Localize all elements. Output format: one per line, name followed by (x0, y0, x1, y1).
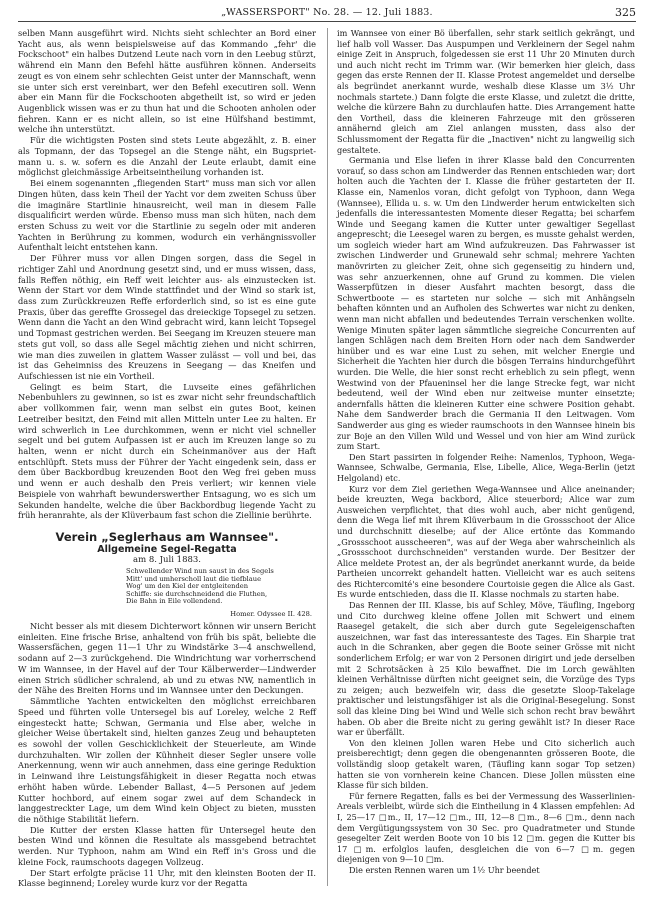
epigraph-line: Schiffe: sie durchschneidend die Fluthen, (126, 589, 268, 598)
right-column (337, 28, 635, 876)
epigraph-line: Schwellender Wind nun saust in des Segels (126, 567, 274, 576)
paragraph: Bei einem sogenannten „fliegenden Start" muss man sich vor allen Dingen hüten, dass kein Theil der Yacht vor dem zweiten Schuss über die imaginäre Startlinie hinausreicht, weil man in diesem Falle disqualificirt werden würde. Ebenso muss man sich hüten, nach dem ersten Schuss zu weit vor die Startlinie zu segeln oder mit anderen Yachten in Berührung zu kommen, wodurch ein verhängnissvoller Aufenthalt leicht entstehen kann. (18, 178, 316, 253)
paragraph: Sämmtliche Yachten entwickelten den möglichst erreichbaren Speed und führten volle Untersegel bis auf Loreley, welche 2 Reff eingesteckt hatte; Schwan, Germania und Else aber, welche in gleicher Weise übertakelt sind, hielten ganzes Zeug und behaupteten es sowohl der vollen Geschicklichkeit der Steuerleute, am Winde durchzuhalten. Wir zollen der Kühnheit dieser Segler unsere volle Anerkennung, wenn wir auch annehmen, dass eine geringe Reduktion in Leinwand ihre Leistungsfähigkeit in dieser Regatta noch etwas erhöht haben würde. Lebender Ballast, 4—5 Personen auf jedem Kutter hochbord, auf einem sogar zwei auf dem Schandeck in langgestreckter Lage, um dem Wind kein Object zu bieten, mussten die nöthige Stabilität liefern. (18, 696, 316, 824)
paragraph: Der Führer muss vor allen Dingen sorgen, dass die Segel in richtiger Zahl und Anordnung gesetzt sind, und er muss wissen, dass, falls Reffen nöthig, ein Reff weit leichter aus- als einzustecken ist. Wenn der Start vor dem Winde stattfindet und der Wind so stark ist, dass zum Zurückkreuzen Reffe erforderlich sind, so ist es eine gute Praxis, über das gereffte Grossegel das dreieckige Topsegel zu setzen. Wenn dann die Yacht an den Wind gebracht wird, kann leicht Topsegel und Topmast gestrichen werden. Bei Seegang im Kreuzen steuere man stets gut voll, so dass alle Segel mächtig ziehen und nicht schirren, wie man dies zuweilen in glattem Wasser zulässt — voll und bei, das ist das Geheimniss des Kreuzens in Seegang — das Kneifen und Aufschiessen ist nie ein Vortheil. (18, 253, 316, 381)
paragraph: Die ersten Rennen waren um 1½ Uhr beendet (349, 864, 540, 875)
paragraph: selben Mann ausgeführt wird. Nichts sieht schlechter an Bord einer Yacht aus, als wenn beispielsweise auf das Kommando „fehr' die Fockschoot" ein halbes Dutzend Leute nach vorn in den Leebug stürzt, während ein Mann den Befehl hätte ausführen können. Anderseits zeugt es von einem sehr schlechten Geist unter der Mannschaft, wenn sie unter sich erst vereinbart, wer den Befehl executiren soll. Wenn aber ein Mann für die Fockschooten abgetheilt ist, so wird er jeden Augenblick wissen was er zu thun hat und die Schooten anholen oder fiehren. Kann er es nicht allein, so ist eine Hülfshand bestimmt, welche ihn unterstützt. (18, 28, 316, 135)
running-head: „WASSERSPORT" No. 28. — 12. Juli 1883. (221, 7, 433, 18)
epigraph-line: Mitt' und umherscholl laut die tiefblaue (126, 574, 262, 583)
paragraph: Für fernere Regatten, falls es bei der Vermessung des Wasserlinien-Areals verbleibt, würde sich die Eintheilung in 4 Klassen empfehlen: Ad I, 25—17 □m., II, 17—12 □m., III, 12—8 □m., 8—6 □m., denn nach dem Vergütigungssystem von 30 Sec. pro Quadratmeter und Stunde gesegelter Zeit werden Boote von 10 bis 12 □m. gegen die Kutter bis 17 □m. erfolglos laufen, desgleichen die von 6—7 □m. gegen diejenigen von 9—10 □m. (337, 790, 635, 865)
epigraph (126, 568, 316, 606)
section-subtitle: Allgemeine Segel-Regatta (97, 544, 237, 556)
paragraph: Von den kleinen Jollen waren Hebe und Cito sicherlich auch preisberechtigt; denn gegen die obengenannten grösseren Boote, die vollständig sloop getakelt waren, (Täufling kann sogar Top setzen) hatten sie von vornherein keine Chancen. Diese Jollen müssten eine Klasse für sich bilden. (337, 737, 635, 791)
paragraph: Germania und Else liefen in ihrer Klasse bald den Concurrenten vorauf, so dass schon am Lindwerder das Rennen entschieden war; dort holten auch die Yachten der I. Klasse die früher gestarteten der II. Klasse ein, Namenlos voran, dicht gefolgt von Typhoon, dann Wega (Wannsee), Ellida u. s. w. Um den Lindwerder herum entwickelten sich jedenfalls die interessantesten Momente dieser Regatta; bei scharfem Winde und Seegang kamen die Kutter unter gewaltiger Segellast angeprescht; die Leesegel waren zu bergen, es musste gehalst werden, um sogleich wieder hart am Wind aufzukreuzen. Das Fahrwasser ist zwischen Lindwerder und Grunewald sehr schmal; mehrere Yachten manövrirten zu gleicher Zeit, ohne sich gegenseitig zu hindern und, was sehr anzuerkennen, ohne auf Grund zu kommen. Die vielen Wasserpfützen in dieser Ausfahrt machten besorgt, dass die Schwertboote — es starteten nur solche — sich mit Anhängseln behaften könnten und an Aufholen des Schwertes war nicht zu denken, wenn man nicht abfallen und bedeutendes Terrain verschenken wollte. Wenige Minuten später lagen sämmtliche siegreiche Concurrenten auf langen Schlägen nach dem Breiten Horn oder nach dem Sandwerder hinüber und es war eine Lust zu sehen, mit welcher Energie und Sicherheit die Yachten hier durch die bösgen Terrains hindurchgeführt wurden. Die Welle, die hier sonst recht erheblich zu sein pflegt, wenn Westwind von der Pfaueninsel her die lange Strecke fegt, war nicht bedeutend, weil der Wind eben nur zeitweise munter einsetzte; andernfalls hätten die kleineren Kutter eine schwere Position gehabt. Nahe dem Sandwerder brach die Germania II den Leitwagen. Vom Sandwerder aus ging es wieder raumschoots in den Wannsee hinein bis zur Boje an den Villen Wild und Wessel und von hier am Wind zurück zum Start. (337, 155, 635, 452)
epigraph-source: Homer. Odyssee II. 428. (230, 610, 312, 619)
page-header (0, 6, 654, 20)
paragraph: Gelingt es beim Start, die Luvseite eines gefährlichen Nebenbuhlers zu gewinnen, so ist es zwar nicht sehr freundschaftlich aber vollkommen fair, wenn man selbst ein gutes Boot, keinen Leetreiber besitzt, den Feind mit allen Mitteln unter Lee zu halten. Er wird schwerlich in Lee durchkommen, wenn er nicht viel schneller segelt und bei gutem Aufpassen ist er auch im Kreuzen lange so zu halten, wenn er nicht durch ein Scheinmanöver aus der Haft entschlüpft. Stets muss der Führer der Yacht eingedenk sein, dass er dem über Backbordbug kreuzenden Boot den Weg frei geben muss und wenn er auch deshalb den Preis verliert; wir kennen viele Beispiele von wahrhaft bewunderswerther Entsagung, wo es sich um Sekunden handelte, welche die über Backbordbug liegende Yacht zu früh heranrahte, als der Klüverbaum fast schon die Ziellinie berührte. (18, 381, 316, 521)
paragraph: Der Start erfolgte präcise 11 Uhr, mit den kleinsten Booten der II. Klasse beginnend; Loreley wurde kurz vor der Regatta (18, 867, 316, 889)
paragraph: Für die wichtigsten Posten sind stets Leute abgezählt, z. B. einer als Topmann, der das Topsegel an die Stenge näht, ein Bugspriet-mann u. s. w. sofern es die Anzahl der Leute erlaubt, damit eine möglichst gleichmässige Arbeitseintheilung vorhanden ist. (18, 135, 316, 178)
paragraph: Die Kutter der ersten Klasse hatten für Untersegel heute den besten Wind und können die Resultate als massgebend betrachtet werden. Nur Typhoon, nahm am Wind ein Reff in's Gross und die kleine Fock, raumschoots dagegen Vollzeug. (18, 824, 316, 867)
section-title: Verein „Seglerhaus am Wannsee". (55, 530, 279, 545)
paragraph: im Wannsee von einer Bö überfallen, sehr stark seitlich gekrängt, und lief halb voll Wasser. Das Auspumpen und Verkleinern der Segel nahm einige Zeit in Anspruch, folgedessen sie erst 11 Uhr 20 Minuten durch und auch nicht recht im Trimm war. (Wir bemerken hier gleich, dass gegen das erste Rennen der II. Klasse Protest angemeldet und derselbe als begründet anerkannt wurde, weshalb diese Klasse um 3½ Uhr nochmals startete.) Dann folgte die erste Klasse, und zuletzt die dritte, welche die kürzere Bahn zu durchlaufen hatte. Dies Arrangement hatte den Vortheil, dass die kleineren Fahrzeuge mit den grösseren annähernd gleich am Ziel anlangen mussten, dass also der Schlussmoment der Regatta für die „Inactiven" nicht zu langweilig sich gestaltete. (337, 28, 635, 155)
section-heading (18, 531, 316, 566)
epigraph-line: Wog' um den Kiel der entgleitenden (126, 582, 249, 591)
paragraph: Nicht besser als mit diesem Dichterwort können wir unsern Bericht einleiten. Eine frische Brise, anhaltend von früh bis spät, beliebte die Wassersfächen, gegen 11—1 Uhr zu Windstärke 3—4 anschwellend, sodann auf 2—3 zurückgehend. Die Windrichtung war vorherrschend W im Wannsee, in der Havel auf der Tour Kälberwerder—Lindwerder einen Strich südlicher schralend, ab und zu etwas NW, namentlich in der Nähe des Breiten Horns und im Wannsee unter den Deckungen. (18, 621, 316, 696)
section-date: am 8. Juli 1883. (133, 555, 201, 566)
header-rule (18, 21, 636, 22)
left-column (18, 28, 316, 889)
paragraph: Kurz vor dem Ziel geriethen Wega-Wannsee und Alice aneinander; beide kreuzten, Wega backbord, Alice steuerbord; Alice war zum Ausweichen verpflichtet, that dies wohl auch, aber nicht genügend, denn die Wega lief mit ihrem Klüverbaum in die Grossschoot der Alice und durchschnitt dieselbe; auf der Alice ertönte das Kommando „Grossschoot ausscheeren", was auf der Wega aber wahrscheinlich als „Grossschoot durchschneiden" verstanden wurde. Der Besitzer der Alice meldete Protest an, der als begründet anerkannt wurde, da beide Partheien uncorrekt gehandelt hatten. Vielleicht war es auch seitens des Richtercomité's eine besondere Courtoisie gegen die Alice als Gast. Es wurde entschieden, dass die II. Klasse nochmals zu starten habe. (337, 483, 635, 600)
paragraph: Den Start passirten in folgender Reihe: Namenlos, Typhoon, Wega-Wannsee, Schwalbe, Germania, Else, Libelle, Alice, Wega-Berlin (jetzt Helgoland) etc. (337, 451, 635, 483)
paragraph: Das Rennen der III. Klasse, bis auf Schley, Möve, Täufling, Ingeborg und Cito durchweg kleine offene Jollen mit Schwert und einem Raasegel getakelt, die sich aber durch gute Segeleigenschaften auszeichnen, war fast das interessanteste des Tages. Ein Sharpie trat auch in die Schranken, aber gegen die Boote seiner Grösse mit nicht sonderlichem Erfolg; er war von 2 Personen dirigirt und jede derselben mit 2 Schrotsäcken à 25 Kilo bewaffnet. Die im Lorch gewählten kleinen Verhältnisse dürften nicht geeignet sein, die Vorzüge des Typs zu zeigen; auch bezweifeln wir, dass die gesetzte Sloop-Takelage praktischer und leistungsfähiger ist als die Original-Besegelung. Sonst soll das kleine Ding bei Wind und Welle sich schon recht brav bewährt haben. Ob aber die Breite nicht zu gering gewählt ist? In dieser Race war er überfällt. (337, 600, 635, 738)
column-divider (327, 28, 328, 886)
page-number: 325 (615, 6, 636, 19)
epigraph-line: Die Bahn in Eile vollendend. (126, 597, 223, 606)
